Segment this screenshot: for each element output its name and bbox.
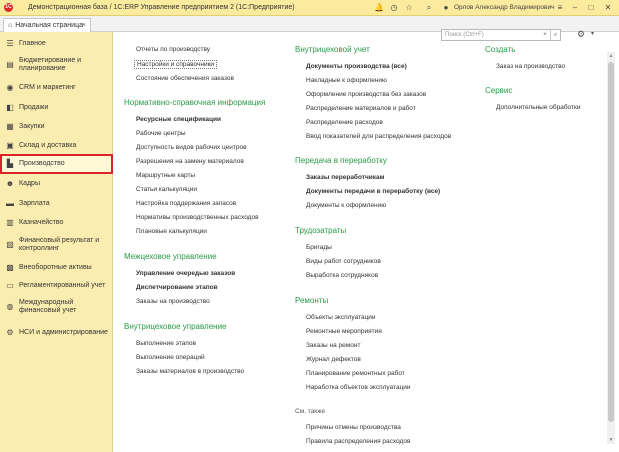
scroll-down-icon[interactable]: ▼: [608, 437, 614, 443]
sidebar-item-label: CRM и маркетинг: [19, 84, 76, 91]
scroll-thumb[interactable]: [608, 62, 614, 422]
search-button[interactable]: ⌕: [550, 30, 560, 40]
sidebar-item-hr[interactable]: [0, 176, 113, 192]
settings-gear-icon[interactable]: ⚙: [577, 29, 586, 39]
wallet-icon: ▬: [6, 199, 14, 208]
document-icon: ▭: [6, 281, 14, 290]
sidebar-item-label: Производство: [19, 160, 65, 167]
heading-reference-info: Нормативно-справочная информация: [124, 98, 266, 107]
link-work-center-availability[interactable]: Доступность видов рабочих центров: [136, 144, 247, 151]
scroll-up-icon[interactable]: ▲: [608, 53, 614, 59]
clear-icon[interactable]: ×: [543, 32, 547, 38]
window-title: Демонстрационная база / 1С:ERP Управление предприятием 2 (1С:Предприятие): [28, 4, 295, 11]
globe-icon: ◍: [6, 302, 14, 311]
crm-icon: ◉: [6, 83, 14, 92]
link-brigades[interactable]: Бригады: [306, 244, 332, 251]
warehouse-icon: ▣: [6, 141, 14, 150]
sidebar-item-label: Казначейство: [19, 219, 64, 226]
link-production-cost-norms[interactable]: Нормативы производственных расходов: [136, 214, 259, 221]
link-production-docs-all[interactable]: Документы производства (все): [306, 63, 407, 70]
heading-intrashop-management: Внутрицеховое управление: [124, 322, 227, 331]
close-window-icon[interactable]: ✕: [604, 3, 612, 12]
sidebar: [0, 32, 113, 452]
sidebar-item-sales[interactable]: [0, 100, 113, 116]
assets-icon: ▩: [6, 263, 14, 272]
sidebar-item-label: Международный финансовый учет: [19, 299, 77, 314]
title-bar: [0, 0, 619, 16]
sidebar-item-salary[interactable]: [0, 196, 113, 212]
link-repair-activities[interactable]: Ремонтные мероприятия: [306, 328, 382, 335]
heading-repairs: Ремонты: [295, 296, 329, 305]
star-icon[interactable]: ☆: [405, 3, 413, 12]
sidebar-item-warehouse[interactable]: [0, 138, 113, 154]
menu-icon[interactable]: ≡: [557, 3, 563, 12]
more-icon[interactable]: ▾: [591, 31, 595, 37]
link-production-orders[interactable]: Заказы на производство: [136, 298, 210, 305]
heading-processing-transfer: Передача в переработку: [295, 156, 387, 165]
link-orders-supply-state[interactable]: Состояние обеспечения заказов: [136, 75, 234, 82]
sidebar-item-crm[interactable]: [0, 80, 113, 96]
link-invoices-to-process[interactable]: Накладные к оформлению: [306, 77, 387, 84]
menu-icon: ☰: [6, 39, 14, 48]
heading-intrashop-accounting: Внутрицеховой учет: [295, 45, 370, 54]
search-placeholder: Поиск (Ctrl+F): [445, 32, 484, 38]
link-production-without-orders[interactable]: Оформление производства без заказов: [306, 91, 427, 98]
link-employee-output[interactable]: Выработка сотрудников: [306, 272, 379, 279]
heading-create: Создать: [485, 45, 516, 54]
link-operation-objects[interactable]: Объекты эксплуатации: [306, 314, 376, 321]
link-defect-journal[interactable]: Журнал дефектов: [306, 356, 361, 363]
sidebar-item-admin[interactable]: [0, 322, 113, 344]
sidebar-item-label: Кадры: [19, 180, 40, 187]
sidebar-item-label: Регламентированный учет: [19, 282, 106, 289]
tab-home-label: Начальная страница: [15, 22, 83, 29]
sidebar-item-finance[interactable]: [0, 234, 113, 256]
chart-icon: ▤: [6, 60, 14, 69]
link-stage-execution[interactable]: Выполнение этапов: [136, 340, 196, 347]
gear-icon: ⚙: [6, 328, 14, 337]
sidebar-item-label: Продажи: [19, 104, 49, 111]
link-object-runtime[interactable]: Наработка объектов эксплуатации: [306, 384, 411, 391]
user-icon[interactable]: ●: [443, 3, 449, 12]
user-name[interactable]: Орлов Александр Владимирович: [454, 4, 555, 11]
home-icon: ⌂: [8, 22, 13, 29]
link-create-production-order[interactable]: Заказ на производство: [496, 63, 566, 70]
sidebar-item-budgeting[interactable]: [0, 54, 113, 76]
heading-labor-costs: Трудозатраты: [295, 226, 347, 235]
link-processor-orders[interactable]: Заказы переработчикам: [306, 174, 385, 181]
link-cancel-reasons[interactable]: Причины отмены производства: [306, 424, 401, 431]
link-resource-specs[interactable]: Ресурсные спецификации: [136, 116, 222, 123]
heading-service: Сервис: [485, 86, 513, 95]
sidebar-item-treasury[interactable]: [0, 215, 113, 231]
logo-mark: 1С: [5, 4, 12, 10]
link-docs-to-process[interactable]: Документы к оформлению: [306, 202, 387, 209]
finance-icon: ▧: [6, 240, 14, 249]
search-input[interactable]: [441, 29, 561, 41]
link-material-replacement[interactable]: Разрешения на замену материалов: [136, 158, 244, 165]
sidebar-item-assets[interactable]: [0, 260, 113, 276]
factory-icon: ▙: [6, 159, 14, 168]
sidebar-item-label: Бюджетирование и планирование: [19, 57, 82, 72]
link-transfer-docs-all[interactable]: Документы передачи в переработку (все): [306, 188, 441, 195]
link-stage-dispatch[interactable]: Диспетчирование этапов: [136, 284, 218, 291]
heading-intershop-management: Межцеховое управление: [124, 252, 217, 261]
link-route-maps[interactable]: Маршрутные карты: [136, 172, 196, 179]
link-cost-items[interactable]: Статьи калькуляции: [136, 186, 197, 193]
link-operation-execution[interactable]: Выполнение операций: [136, 354, 205, 361]
link-material-orders[interactable]: Заказы материалов в производство: [136, 368, 245, 375]
link-order-queue[interactable]: Управление очередью заказов: [136, 270, 236, 277]
cart-icon: ▦: [6, 122, 14, 131]
sidebar-item-label: Зарплата: [19, 200, 50, 207]
sidebar-item-main[interactable]: [0, 36, 113, 52]
link-cost-distribution[interactable]: Распределение расходов: [306, 119, 383, 126]
link-materials-distribution[interactable]: Распределение материалов и работ: [306, 105, 416, 112]
maximize-icon[interactable]: □: [588, 3, 594, 12]
link-distribution-indicators[interactable]: Ввод показателей для распределения расходов: [306, 133, 452, 140]
treasury-icon: ▥: [6, 218, 14, 227]
sidebar-item-ifrs[interactable]: [0, 296, 113, 318]
sidebar-item-purchases[interactable]: [0, 119, 113, 135]
tab-home[interactable]: [3, 18, 91, 32]
search-icon[interactable]: ⌕: [426, 3, 432, 12]
sidebar-item-label: Финансовый результат и контроллинг: [19, 237, 100, 252]
link-employee-work-types[interactable]: Виды работ сотрудников: [306, 258, 381, 265]
link-planned-calculations[interactable]: Плановые калькуляции: [136, 228, 207, 235]
sidebar-item-label: Склад и доставка: [19, 142, 77, 149]
app-logo: [4, 3, 14, 12]
sidebar-item-regulated[interactable]: [0, 278, 113, 294]
people-icon: ☻: [5, 179, 15, 188]
history-icon[interactable]: ◷: [390, 3, 398, 12]
link-settings-references[interactable]: Настройки и справочники: [134, 60, 217, 69]
sidebar-item-production[interactable]: [0, 154, 113, 174]
bell-icon[interactable]: 🔔: [374, 3, 384, 12]
link-cost-distribution-rules[interactable]: Правила распределения расходов: [306, 438, 411, 445]
link-work-centers[interactable]: Рабочие центры: [136, 130, 186, 137]
sidebar-item-label: Закупки: [19, 123, 45, 130]
sidebar-item-label: Главное: [19, 40, 46, 47]
link-repair-planning[interactable]: Планирование ремонтных работ: [306, 370, 405, 377]
link-repair-orders[interactable]: Заказы на ремонт: [306, 342, 361, 349]
link-production-reports[interactable]: Отчеты по производству: [136, 46, 211, 53]
sales-icon: ◧: [6, 103, 14, 112]
see-also-label: См. также: [295, 408, 326, 415]
sidebar-item-label: Внеоборотные активы: [19, 264, 92, 271]
close-tab-icon[interactable]: ×: [81, 22, 86, 29]
link-stock-settings[interactable]: Настройка поддержания запасов: [136, 200, 237, 207]
link-additional-processing[interactable]: Дополнительные обработки: [496, 104, 581, 111]
sidebar-item-label: НСИ и администрирование: [19, 329, 108, 336]
minimize-icon[interactable]: –: [572, 3, 578, 12]
vertical-scrollbar[interactable]: [607, 52, 615, 444]
